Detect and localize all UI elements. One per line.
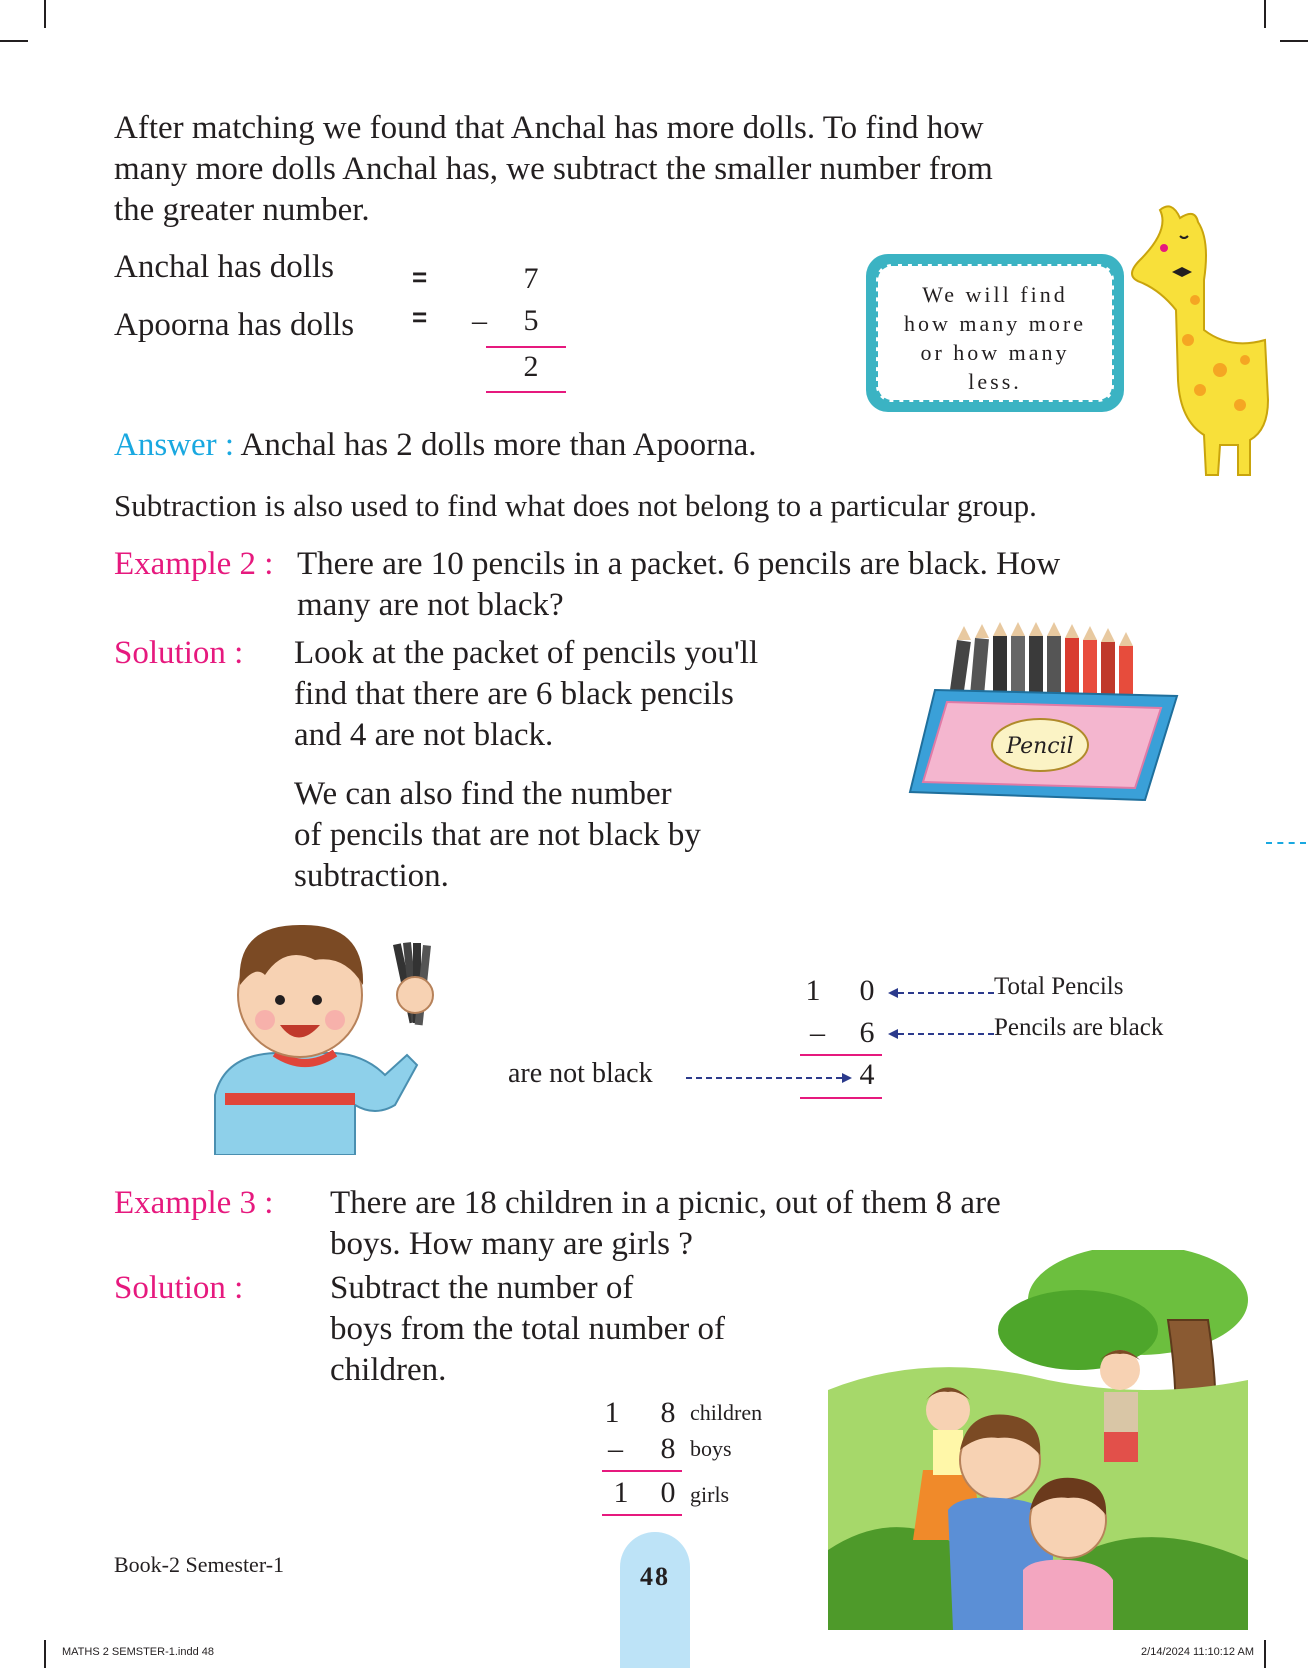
equals-sign-2: = bbox=[412, 302, 428, 332]
example2-sol-line-1: Look at the packet of pencils you'll bbox=[294, 635, 759, 671]
example2-sol-line-2: find that there are 6 black pencils bbox=[294, 676, 734, 712]
not-black-arrow-head bbox=[842, 1073, 852, 1083]
pencil-calc-rule-1 bbox=[800, 1054, 882, 1056]
answer-line bbox=[114, 425, 756, 466]
doll-sum-rule-2 bbox=[486, 391, 566, 393]
example2-question bbox=[297, 544, 1197, 626]
intro-paragraph bbox=[114, 108, 1194, 231]
example2-sol-line-3: and 4 are not black. bbox=[294, 717, 554, 753]
pencil-calc-result: 4 bbox=[859, 1058, 875, 1091]
bubble-line-3: or how many bbox=[920, 340, 1070, 365]
children-calc-rule-2 bbox=[602, 1514, 682, 1516]
anchal-dolls-label: Anchal has dolls bbox=[114, 249, 334, 285]
example2-line-1: There are 10 pencils in a packet. 6 pencils are black. How bbox=[297, 546, 1061, 582]
doll-minus-sign: – bbox=[472, 304, 487, 337]
bubble-line-4: less. bbox=[968, 369, 1022, 394]
bubble-line-2: how many more bbox=[904, 311, 1086, 336]
bubble-line-1: We will find bbox=[922, 282, 1068, 307]
children-calc-minus: – bbox=[608, 1432, 623, 1465]
giraffe-illustration bbox=[1100, 200, 1270, 480]
crop-mark-bottom-right bbox=[1264, 1640, 1266, 1668]
packet-label: Pencil bbox=[1006, 734, 1074, 759]
example2-line-2: many are not black? bbox=[297, 587, 564, 623]
total-arrow-head bbox=[888, 988, 898, 998]
intro-line-1: After matching we found that Anchal has more dolls. To find how bbox=[114, 110, 984, 146]
total-arrow-line bbox=[898, 992, 994, 994]
example3-sol-line-2: boys from the total number of bbox=[330, 1311, 726, 1347]
children-calc-rule-1 bbox=[602, 1470, 682, 1472]
equals-sign-1: = bbox=[412, 262, 428, 292]
crop-mark-top-left-h bbox=[0, 40, 28, 42]
boy-with-pencils-illustration bbox=[195, 905, 460, 1155]
example3-sol-line-3: children. bbox=[330, 1352, 447, 1388]
edge-dash-mark bbox=[1266, 842, 1306, 844]
intro-line-2: many more dolls Anchal has, we subtract the smaller number from bbox=[114, 151, 993, 187]
example2-solution-text bbox=[294, 633, 854, 756]
answer-text: Anchal has 2 dolls more than Apoorna. bbox=[240, 427, 757, 463]
example3-line-2: boys. How many are girls ? bbox=[330, 1226, 693, 1262]
example2-solution-label: Solution : bbox=[114, 635, 244, 671]
not-black-arrow-line bbox=[686, 1077, 842, 1079]
children-calc-sub: 8 bbox=[660, 1432, 676, 1465]
example3-sol-line-1: Subtract the number of bbox=[330, 1270, 634, 1306]
pencil-calc-rule-2 bbox=[800, 1097, 882, 1099]
black-arrow-head bbox=[888, 1029, 898, 1039]
pencil-calc-sub: 6 bbox=[859, 1016, 875, 1049]
subtraction-note: Subtraction is also used to find what does not belong to a particular group. bbox=[114, 488, 1037, 523]
file-info: MATHS 2 SEMSTER-1.indd 48 bbox=[62, 1646, 215, 1658]
example3-solution-text bbox=[330, 1268, 850, 1391]
answer-label: Answer : bbox=[114, 427, 235, 463]
book-semester-label: Book-2 Semester-1 bbox=[114, 1552, 285, 1577]
crop-mark-top-right-h bbox=[1280, 40, 1308, 42]
intro-line-3: the greater number. bbox=[114, 192, 370, 228]
example2-solution-text-2 bbox=[294, 774, 854, 897]
print-timestamp: 2/14/2024 11:10:12 AM bbox=[1141, 1646, 1254, 1658]
pencil-calc-ones: 0 bbox=[859, 974, 875, 1007]
not-black-label: are not black bbox=[508, 1058, 653, 1089]
pencil-calc-tens: 1 bbox=[805, 974, 821, 1007]
doll-top-number: 7 bbox=[523, 262, 539, 295]
total-pencils-label: Total Pencils bbox=[994, 973, 1124, 1000]
crop-mark-top-right bbox=[1264, 0, 1266, 28]
pencil-packet-illustration bbox=[905, 620, 1180, 820]
example2-sol-line-6: subtraction. bbox=[294, 858, 449, 894]
children-calc-tens: 1 bbox=[604, 1396, 620, 1429]
example2-sol-line-5: of pencils that are not black by bbox=[294, 817, 701, 853]
page-number-tab bbox=[620, 1532, 690, 1668]
example2-sol-line-4: We can also find the number bbox=[294, 776, 672, 812]
boys-label: boys bbox=[690, 1436, 732, 1461]
apoorna-dolls-label: Apoorna has dolls bbox=[114, 307, 355, 343]
pencils-black-label: Pencils are black bbox=[994, 1014, 1164, 1041]
black-arrow-line bbox=[898, 1033, 994, 1035]
crop-mark-top-left bbox=[44, 0, 46, 28]
children-label: children bbox=[690, 1400, 763, 1425]
girls-label: girls bbox=[690, 1482, 730, 1507]
doll-sub-number: 5 bbox=[523, 304, 539, 337]
example3-solution-label: Solution : bbox=[114, 1270, 244, 1306]
children-calc-res-tens: 1 bbox=[613, 1476, 629, 1509]
page-number: 48 bbox=[640, 1562, 670, 1591]
example3-line-1: There are 18 children in a picnic, out of them 8 are bbox=[330, 1185, 1001, 1221]
doll-result-number: 2 bbox=[523, 350, 539, 383]
example3-label: Example 3 : bbox=[114, 1185, 274, 1221]
children-calc-res-ones: 0 bbox=[660, 1476, 676, 1509]
picnic-children-illustration bbox=[828, 1250, 1248, 1630]
giraffe-speech-box bbox=[866, 254, 1124, 412]
children-calc-ones: 8 bbox=[660, 1396, 676, 1429]
doll-sum-rule-1 bbox=[486, 346, 566, 348]
crop-mark-bottom-left bbox=[44, 1640, 46, 1668]
pencil-calc-minus: – bbox=[810, 1016, 825, 1049]
example2-label: Example 2 : bbox=[114, 546, 274, 582]
